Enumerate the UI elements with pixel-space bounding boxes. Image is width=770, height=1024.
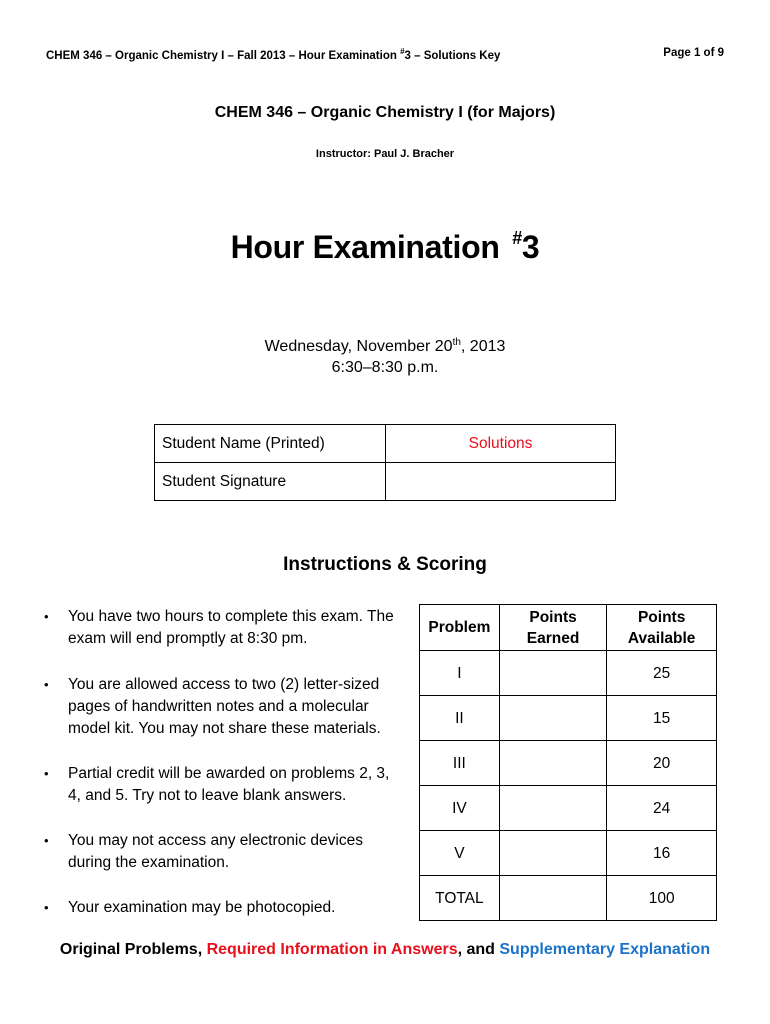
- earned-cell: [499, 876, 607, 921]
- problem-cell: I: [420, 651, 500, 696]
- bullet-icon: •: [44, 766, 49, 781]
- instruction-text: Partial credit will be awarded on problems 2, 3, 4, and 5. Try not to leave blank answers.: [68, 765, 390, 804]
- instruction-text: Your examination may be photocopied.: [68, 899, 336, 916]
- student-signature-value: [386, 463, 616, 501]
- available-cell: 100: [607, 876, 717, 921]
- bullet-icon: •: [44, 833, 49, 848]
- instruction-text: You have two hours to complete this exam. The exam will end promptly at 8:30 pm.: [68, 608, 394, 647]
- student-name-value: Solutions: [386, 425, 616, 463]
- available-cell: 16: [607, 831, 717, 876]
- available-cell: 25: [607, 651, 717, 696]
- exam-title-number: 3: [521, 229, 540, 265]
- header-prefix: CHEM 346 – Organic Chemistry I – Fall 2013 – Hour Examination: [46, 49, 401, 62]
- header-points-earned-text: Points Earned: [526, 608, 580, 647]
- header-suffix: 3 – Solutions Key: [404, 49, 501, 62]
- page-number: Page 1 of 9: [663, 47, 724, 59]
- instruction-item: [44, 830, 404, 874]
- bullet-icon: •: [44, 609, 49, 624]
- problem-cell: V: [420, 831, 500, 876]
- available-cell: 24: [607, 786, 717, 831]
- instructor-line: Instructor: Paul J. Bracher: [315, 148, 455, 160]
- table-row: [420, 786, 717, 831]
- table-row: [420, 696, 717, 741]
- bullet-icon: •: [44, 900, 49, 915]
- available-cell: 15: [607, 696, 717, 741]
- problem-cell: II: [420, 696, 500, 741]
- student-name-row: [155, 425, 616, 463]
- student-info-table: [154, 424, 616, 501]
- bullet-icon: •: [44, 677, 49, 692]
- legend-and: , and: [457, 941, 500, 958]
- student-signature-label: Student Signature: [155, 463, 386, 501]
- earned-cell: [499, 651, 607, 696]
- course-title: CHEM 346 – Organic Chemistry I (for Majors): [214, 104, 556, 121]
- header-problem: Problem: [420, 605, 500, 651]
- header-points-available-text: Points Available: [627, 608, 696, 647]
- legend-original: Original Problems,: [59, 941, 207, 958]
- exam-title: [0, 228, 770, 266]
- exam-date-ordinal: th: [452, 337, 461, 348]
- student-signature-row: [155, 463, 616, 501]
- header-points-available: [607, 605, 717, 651]
- exam-title-main: Hour Examination: [230, 229, 509, 265]
- exam-date: [0, 337, 770, 356]
- exam-date-year: , 2013: [460, 338, 506, 355]
- table-row: [420, 651, 717, 696]
- instruction-text: You may not access any electronic devices during the examination.: [68, 832, 363, 871]
- color-legend: [0, 941, 770, 959]
- header-hash: #: [400, 47, 405, 56]
- earned-cell: [499, 831, 607, 876]
- instruction-item: [44, 763, 404, 807]
- earned-cell: [499, 786, 607, 831]
- earned-cell: [499, 741, 607, 786]
- instruction-text: You are allowed access to two (2) letter-sized pages of handwritten notes and a molecular model kit. You may not share these materials.: [68, 676, 381, 737]
- instruction-item: [44, 674, 404, 740]
- problem-cell: TOTAL: [420, 876, 500, 921]
- student-name-label: Student Name (Printed): [155, 425, 386, 463]
- problem-cell: IV: [420, 786, 500, 831]
- earned-cell: [499, 696, 607, 741]
- running-header: [46, 47, 500, 62]
- scoring-table: [419, 604, 717, 921]
- header-points-earned: [499, 605, 607, 651]
- exam-title-hash: #: [512, 228, 522, 248]
- legend-supplementary: Supplementary Explanation: [499, 941, 711, 958]
- legend-required: Required Information in Answers: [206, 941, 458, 958]
- instruction-item: [44, 897, 404, 919]
- instructions-title: Instructions & Scoring: [283, 554, 487, 575]
- problem-cell: III: [420, 741, 500, 786]
- exam-date-main: Wednesday, November 20: [264, 338, 453, 355]
- table-row-total: [420, 876, 717, 921]
- table-row: [420, 831, 717, 876]
- table-row: [420, 741, 717, 786]
- available-cell: 20: [607, 741, 717, 786]
- exam-time: 6:30–8:30 p.m.: [331, 359, 439, 376]
- instruction-item: [44, 606, 404, 650]
- scoring-header-row: [420, 605, 717, 651]
